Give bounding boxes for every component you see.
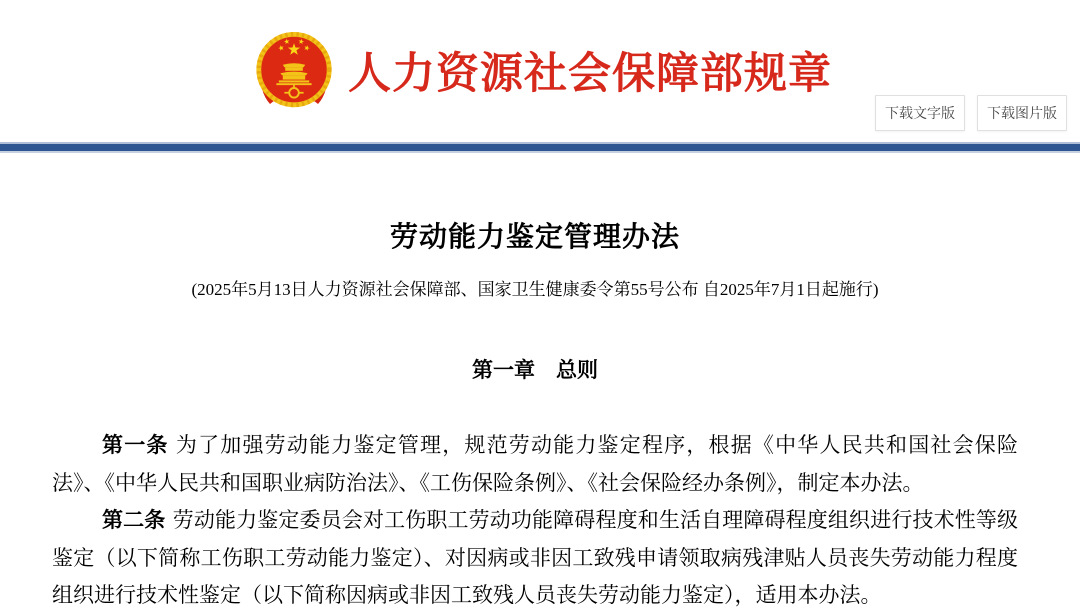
national-emblem-icon <box>254 31 334 113</box>
document-title: 劳动能力鉴定管理办法 <box>389 222 680 253</box>
download-text-version-button[interactable]: 下载文字版 <box>875 95 965 131</box>
masthead <box>0 0 1080 142</box>
document-subtitle: (2025年5月13日人力资源社会保障部、国家卫生健康委令第55号公布 自2025年7月1日起施行) <box>191 280 879 299</box>
article-number: 第一条 <box>102 433 169 457</box>
article-paragraph <box>52 427 1018 502</box>
article-text: 劳动能力鉴定委员会对工伤职工劳动功能障碍程度和生活自理障碍程度组织进行技术性等级鉴定（以下简称工伤职工劳动能力鉴定）、对因病或非因工致残申请领取病残津贴人员丧失劳动能力程度组织进行技术性鉴定（以下简称因病或非因工致残人员丧失劳动能力鉴定），适用本办法。 <box>52 508 1018 607</box>
article-paragraph <box>52 502 1018 615</box>
header-divider-bar <box>0 142 1080 153</box>
chapter-heading: 第一章 总则 <box>472 358 598 382</box>
masthead-title: 人力资源社会保障部规章 <box>348 51 832 98</box>
article-number: 第二条 <box>102 508 166 532</box>
download-buttons <box>875 95 1067 131</box>
document-body <box>0 215 1080 615</box>
article-text: 为了加强劳动能力鉴定管理，规范劳动能力鉴定程序，根据《中华人民共和国社会保险法》、《中华人民共和国职业病防治法》、《工伤保险条例》、《社会保险经办条例》，制定本办法。 <box>52 433 1019 495</box>
document-text <box>52 427 1018 615</box>
download-image-version-button[interactable]: 下载图片版 <box>977 95 1067 131</box>
